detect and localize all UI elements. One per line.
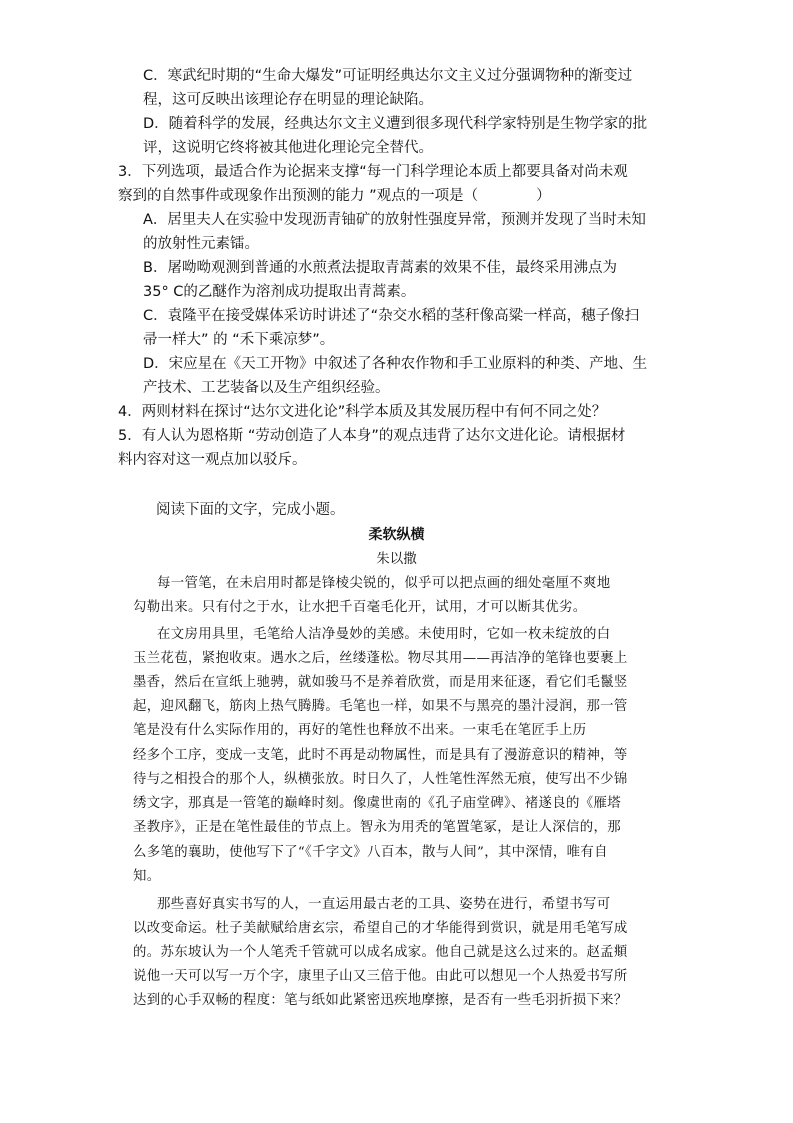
essay-p2-line-5: 笔是没有什么实际作用的，再好的笔性也释放不出来。一束毛在笔匠手上历 [133,723,587,738]
q3-option-d-line-2: 产技术、工艺装备以及生产组织经验。 [143,380,390,396]
q2-option-c-line-2: 程，这可反映出该理论存在明显的理论缺陷。 [143,92,433,108]
essay-p2-line-1: 在文房用具里，毛笔给人洁净曼妙的美感。未使用时，它如一枚未绽放的白 [157,627,611,642]
q3-option-c-line-1: C．袁隆平在接受媒体采访时讲述了“杂交水稻的茎秆像高粱一样高，穗子像扫 [143,308,640,324]
q2-option-d-line-2: 评，这说明它终将被其他进化理论完全替代。 [143,140,433,156]
essay-p2-line-8: 绣文字，那真是一管笔的巅峰时刻。像虞世南的《孔子庙堂碑》、褚遂良的《雁塔 [133,796,621,811]
essay-p2-line-3: 墨香，然后在宣纸上驰骋，就如骏马不是养着欣赏，而是用来征逐，看它们毛鬣竖 [133,675,628,690]
essay-p3-line-2: 以改变命运。杜子美献赋给唐玄宗，希望自己的才华能得到赏识，就是用毛笔写成 [133,921,628,936]
essay-p3-line-5: 达到的心手双畅的程度：笔与纸如此紧密迅疾地摩擦，是否有一些毛羽折损下来？ [133,993,628,1008]
q2-option-d-line-1: D．随着科学的发展，经典达尔文主义遭到很多现代科学家特别是生物学家的批 [143,116,648,132]
q3-option-c-line-2: 帚一样大” 的 “禾下乘凉梦”。 [143,332,335,348]
q2-option-c-line-1: C．寒武纪时期的“生命大爆发”可证明经典达尔文主义过分强调物种的渐变过 [143,68,633,84]
q5-line-2: 料内容对这一观点加以驳斥。 [118,452,307,468]
q3-option-a-line-1: A．居里夫人在实验中发现沥青铀矿的放射性强度异常，预测并发现了当时未知 [143,212,646,228]
essay-p3-line-3: 的。苏东坡认为一个人笔秃千管就可以成名成家。他自己就是这么过来的。赵孟頫 [133,945,628,960]
q3-option-d-line-1: D．宋应星在《天工开物》中叙述了各种农作物和手工业原料的种类、产地、生 [143,356,648,372]
q3-option-b-line-2: 35° C的乙醚作为溶剂成功提取出青蒿素。 [143,284,416,300]
essay-p3-line-4: 说他一天可以写一万个字，康里子山又三倍于他。由此可以想见一个人热爱书写所 [133,969,628,984]
q3-option-a-line-2: 的放射性元素镭。 [143,236,259,252]
q3-option-b-line-1: B．屠呦呦观测到普通的水煎煮法提取青蒿素的效果不佳，最终采用沸点为 [143,260,617,276]
essay-p2-line-11: 知。 [133,869,161,884]
essay-p1-line-1: 每一管笔，在未启用时都是锋棱尖锐的，似乎可以把点画的细处毫厘不爽地 [157,576,611,591]
q3-stem-line-1: 3．下列选项，最适合作为论据来支撑“每一门科学理论本质上都要具备对尚未观 [118,164,628,180]
essay-author: 朱以撒 [376,551,417,567]
essay-p3-line-1: 那些喜好真实书写的人，一直运用最古老的工具、姿势在进行，希望书写可 [157,897,611,912]
essay-p2-line-10: 么多笔的襄助，使他写下了“《千字文》八百本，散与人间”，其中深情，唯有自 [133,845,608,860]
essay-p2-line-6: 经多个工序，变成一支笔，此时不再是动物属性，而是具有了漫游意识的精神，等 [133,748,628,763]
essay-title: 柔软纵横 [368,527,425,543]
essay-p2-line-2: 玉兰花苞，紧抱收束。遇水之后，丝缕蓬松。物尽其用——再洁净的笔锋也要裹上 [133,651,628,666]
essay-p2-line-9: 圣教序》，正是在笔性最佳的节点上。智永为用秃的笔置笔冢，是让人深信的，那 [133,820,621,835]
essay-p2-line-4: 起，迎风翻飞，筋肉上热气腾腾。毛笔也一样，如果不与黑亮的墨汁浸润，那一管 [133,699,628,714]
essay-p1-line-2: 勾勒出来。只有付之于水，让水把千百毫毛化开，试用，才可以断其优劣。 [133,600,587,615]
q5-line-1: 5．有人认为恩格斯 “劳动创造了人本身”的观点违背了达尔文进化论。请根据材 [118,428,626,444]
q3-stem-line-2: 察到的自然事件或现象作出预测的能力 ”观点的一项是（ ） [118,188,551,204]
reading-instruction: 阅读下面的文字，完成小题。 [156,502,345,518]
essay-p2-line-7: 待与之相投合的那个人，纵横张放。时日久了，人性笔性浑然无痕，使写出不少锦 [133,772,628,787]
q4-text: 4．两则材料在探讨“达尔文进化论”科学本质及其发展历程中有何不同之处？ [118,404,607,420]
